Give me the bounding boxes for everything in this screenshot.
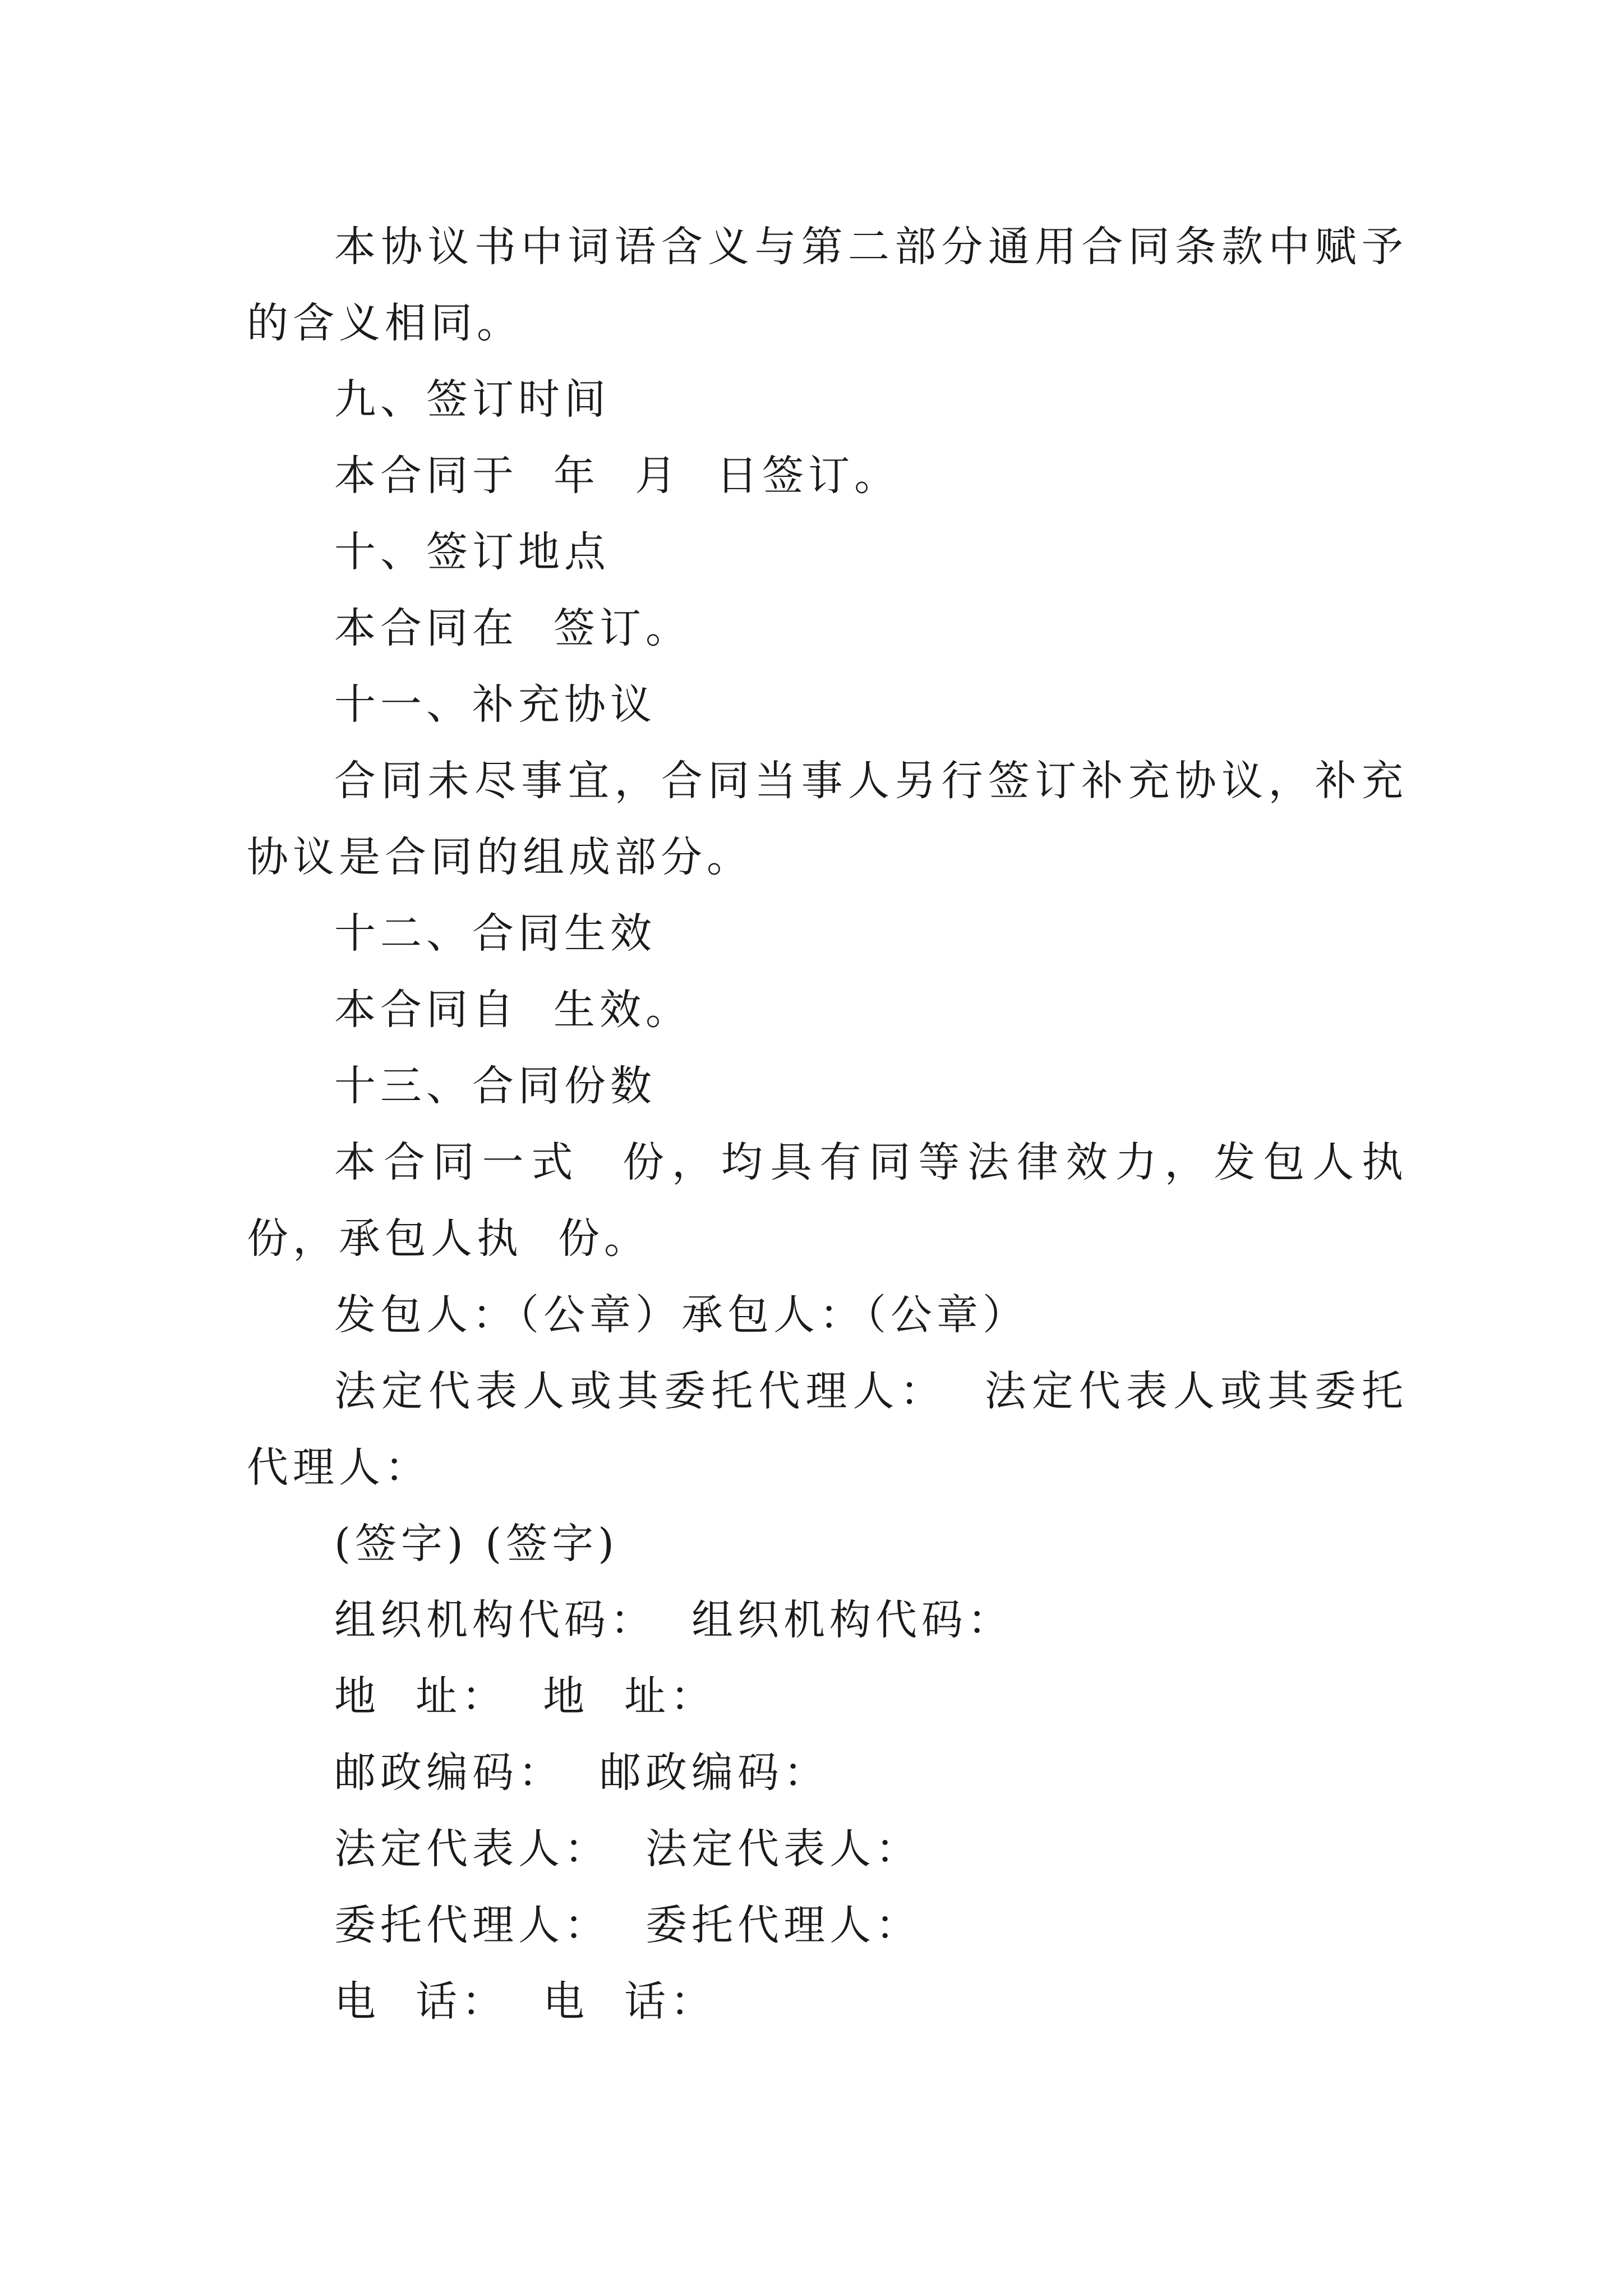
definitions-paragraph: 本协议书中词语含义与第二部分通用合同条款中赋予的含义相同。 xyxy=(247,223,1408,347)
document-page xyxy=(247,209,1444,2040)
legal-representative-name-line: 法定代表人： 法定代表人： xyxy=(334,1825,922,1873)
party-seal-line: 发包人：（公章）承包人：（公章） xyxy=(334,1291,1029,1339)
organization-code-line: 组织机构代码： 组织机构代码： xyxy=(334,1596,1014,1644)
supplementary-agreement-paragraph: 合同未尽事宜，合同当事人另行签订补充协议，补充协议是合同的组成部分。 xyxy=(247,757,1408,881)
signing-date-paragraph: 本合同于 年 月 日签订。 xyxy=(334,452,901,500)
section-12-heading: 十二、合同生效 xyxy=(334,909,656,958)
address-line: 地 址： 地 址： xyxy=(334,1672,717,1720)
section-9-heading: 九、签订时间 xyxy=(334,375,610,424)
section-11-heading: 十一、补充协议 xyxy=(334,680,656,729)
authorized-agent-line: 委托代理人： 委托代理人： xyxy=(334,1901,922,1949)
copies-paragraph: 本合同一式 份，均具有同等法律效力，发包人执 份，承包人执 份。 xyxy=(247,1138,1444,1263)
postal-code-line: 邮政编码： 邮政编码： xyxy=(334,1749,830,1797)
legal-representative-line: 法定代表人或其委托代理人： 法定代表人或其委托代理人： xyxy=(247,1367,1408,1492)
signature-line: (签字) (签字) xyxy=(334,1520,619,1568)
section-13-heading: 十三、合同份数 xyxy=(334,1062,656,1110)
signing-place-paragraph: 本合同在 签订。 xyxy=(334,604,692,652)
section-10-heading: 十、签订地点 xyxy=(334,528,610,576)
telephone-line: 电 话： 电 话： xyxy=(334,1977,717,2026)
effective-date-paragraph: 本合同自 生效。 xyxy=(334,986,692,1034)
